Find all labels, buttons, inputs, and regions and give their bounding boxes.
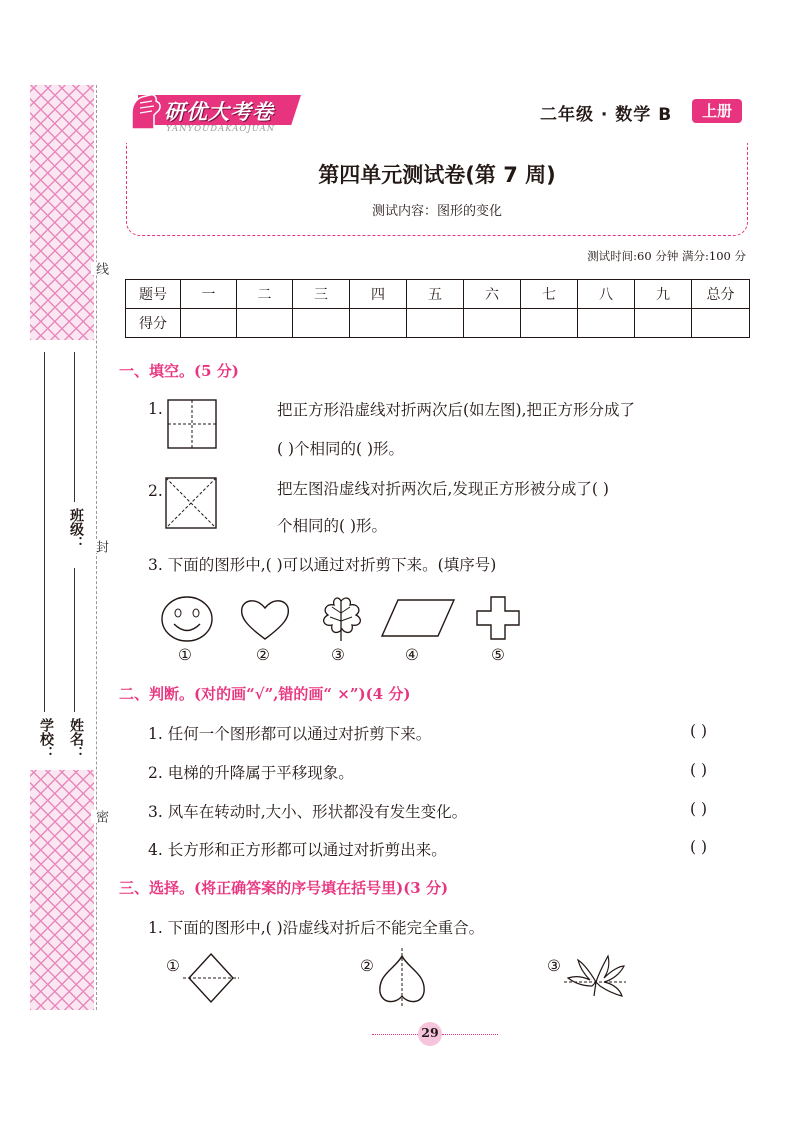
judge-item: 2. 电梯的升降属于平移现象。 xyxy=(148,764,354,782)
table-cell: 七 xyxy=(521,280,578,309)
shape-label: ② xyxy=(256,646,270,664)
section-heading-fill: 一、填空。(5 分) xyxy=(119,362,239,380)
score-cell[interactable] xyxy=(407,309,464,338)
score-cell[interactable] xyxy=(181,309,237,338)
judge-item: 1. 任何一个图形都可以通过对折剪下来。 xyxy=(148,725,432,743)
question-number: 2. xyxy=(148,482,163,500)
binding-char-line: 线 xyxy=(93,262,108,275)
page-title: 第四单元测试卷(第 7 周) xyxy=(318,163,556,187)
table-cell: 四 xyxy=(350,280,407,309)
page-number xyxy=(410,1022,450,1046)
class-label: 班级： xyxy=(68,508,84,550)
table-row xyxy=(126,280,750,309)
question-text: 把左图沿虚线对折两次后,发现正方形被分成了( ) xyxy=(277,480,609,498)
shape-label: ③ xyxy=(331,646,345,664)
leaf-figure xyxy=(318,593,364,643)
score-cell[interactable] xyxy=(578,309,635,338)
name-label: 姓名： xyxy=(68,718,84,760)
score-cell[interactable] xyxy=(293,309,350,338)
binding-pattern-bottom xyxy=(30,770,94,1010)
question-text: 1. 下面的图形中,( )沿虚线对折后不能完全重合。 xyxy=(148,919,485,937)
shape-label: ④ xyxy=(405,646,419,664)
table-row xyxy=(126,309,750,338)
parallelogram-figure xyxy=(380,598,456,638)
table-cell: 二 xyxy=(237,280,293,309)
question-text: ( )个相同的( )形。 xyxy=(277,440,405,458)
binding-pattern-top xyxy=(30,85,94,340)
school-label: 学校： xyxy=(38,718,54,760)
binding-char-seal: 封 xyxy=(93,540,108,553)
judge-item: 3. 风车在转动时,大小、形状都没有发生变化。 xyxy=(148,803,468,821)
binding-char-secret: 密 xyxy=(93,810,108,823)
title-box xyxy=(126,143,748,236)
score-cell[interactable] xyxy=(237,309,293,338)
time-and-score-info: 测试时间:60 分钟 满分:100 分 xyxy=(587,249,746,263)
grade-subject: 二年级 · 数学 B xyxy=(540,105,673,125)
class-field[interactable] xyxy=(74,352,75,502)
answer-paren[interactable]: ( ) xyxy=(690,838,708,856)
shape-label: ① xyxy=(178,646,192,664)
page-number-text: 29 xyxy=(421,1025,439,1040)
folded-square-figure xyxy=(167,399,217,449)
brand-logo xyxy=(126,91,301,137)
score-table xyxy=(125,279,750,338)
logo-text: 研优大考卷 xyxy=(164,100,274,124)
score-cell[interactable] xyxy=(350,309,407,338)
score-cell[interactable] xyxy=(464,309,521,338)
table-cell: 题号 xyxy=(126,280,181,309)
table-cell: 得分 xyxy=(126,309,181,338)
option-label: ③ xyxy=(547,957,561,975)
table-cell: 六 xyxy=(464,280,521,309)
table-cell: 三 xyxy=(293,280,350,309)
table-cell: 一 xyxy=(181,280,237,309)
fist-icon xyxy=(126,91,164,131)
cross-figure xyxy=(476,596,520,640)
table-cell: 总分 xyxy=(692,280,750,309)
table-cell: 五 xyxy=(407,280,464,309)
heart-figure xyxy=(238,597,292,641)
heart-outline-figure xyxy=(374,948,430,1008)
volume-badge: 上册 xyxy=(692,99,742,123)
school-field[interactable] xyxy=(44,352,45,712)
diagonal-square-figure xyxy=(165,477,217,529)
judge-item: 4. 长方形和正方形都可以通过对折剪出来。 xyxy=(148,841,447,859)
score-cell[interactable] xyxy=(692,309,750,338)
diamond-figure xyxy=(183,952,239,1006)
table-cell: 九 xyxy=(635,280,692,309)
section-heading-choice: 三、选择。(将正确答案的序号填在括号里)(3 分) xyxy=(119,879,449,897)
answer-paren[interactable]: ( ) xyxy=(690,761,708,779)
maple-leaf-figure xyxy=(564,952,626,1002)
score-cell[interactable] xyxy=(635,309,692,338)
question-text: 个相同的( )形。 xyxy=(277,517,388,535)
smiley-face-figure xyxy=(160,595,214,643)
score-cell[interactable] xyxy=(521,309,578,338)
answer-paren[interactable]: ( ) xyxy=(690,722,708,740)
question-text: 把正方形沿虚线对折两次后(如左图),把正方形分成了 xyxy=(277,401,636,419)
question-text: 3. 下面的图形中,( )可以通过对折剪下来。(填序号) xyxy=(148,556,497,574)
option-label: ① xyxy=(166,957,180,975)
shape-label: ⑤ xyxy=(491,646,505,664)
name-field[interactable] xyxy=(74,568,75,712)
test-content: 测试内容：图形的变化 xyxy=(371,204,502,219)
footer-rule-right xyxy=(442,1034,498,1035)
answer-paren[interactable]: ( ) xyxy=(690,800,708,818)
question-number: 1. xyxy=(148,400,163,418)
option-label: ② xyxy=(360,957,374,975)
section-heading-judge: 二、判断。(对的画“√”,错的画“ ×”)(4 分) xyxy=(119,685,411,703)
table-cell: 八 xyxy=(578,280,635,309)
logo-subtext: YANYOUDAKAOJUAN xyxy=(166,124,276,134)
